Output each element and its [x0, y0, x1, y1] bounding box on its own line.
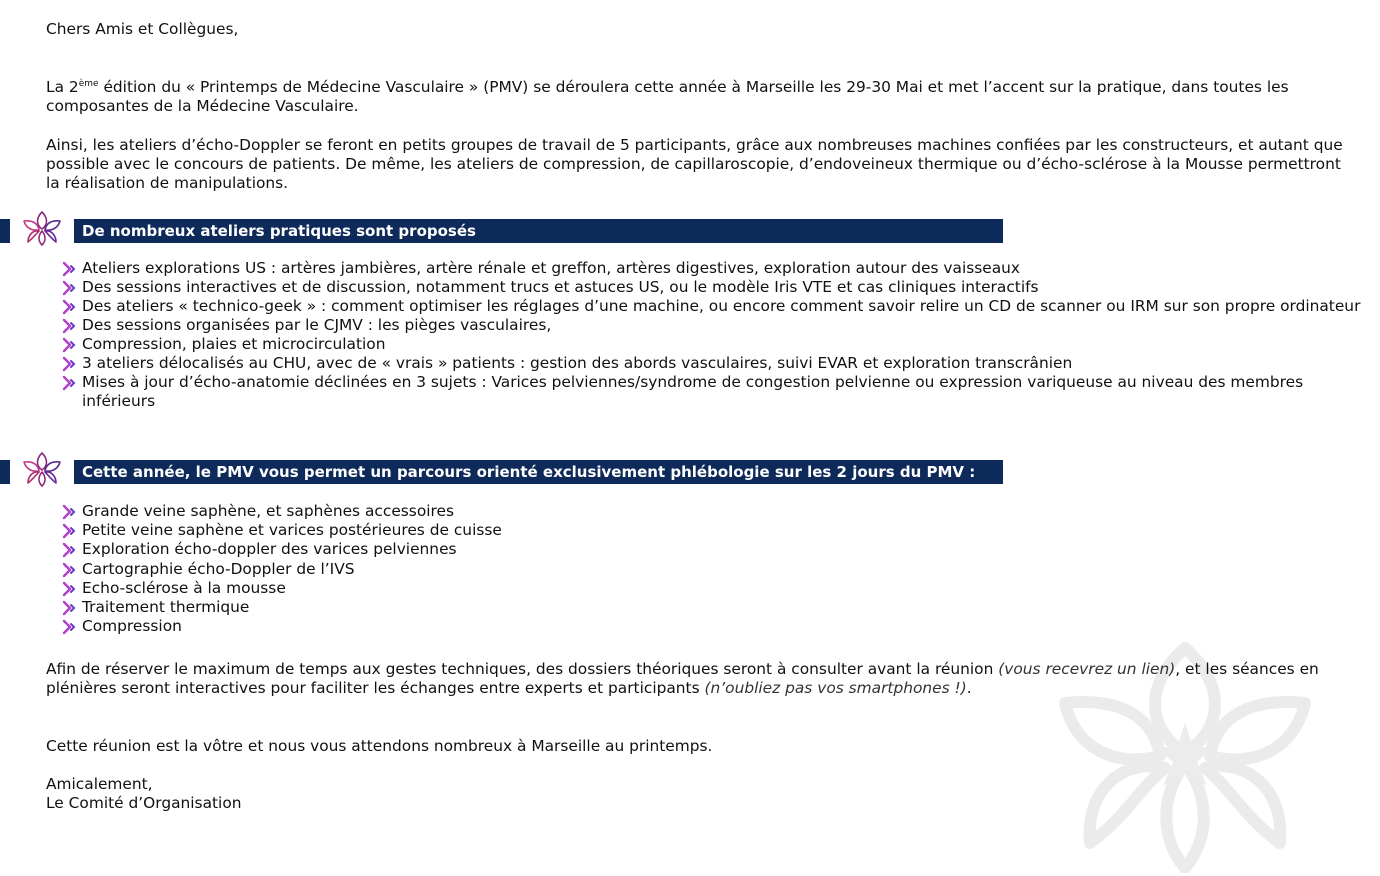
flower-icon [18, 209, 66, 247]
list-item [62, 278, 1377, 297]
chevron-right-icon [62, 354, 78, 373]
chevron-right-icon [62, 297, 78, 316]
chevron-right-icon [62, 579, 78, 598]
greeting: Chers Amis et Collègues, [46, 20, 239, 38]
list-item-text: Ateliers explorations US : artères jambières, artère rénale et greffon, artères digestives, exploration autour des vaisseaux [82, 259, 1021, 277]
list-item-text: 3 ateliers délocalisés au CHU, avec de « vrais » patients : gestion des abords vasculaires, suivi EVAR et exploration transcrânien [82, 354, 1073, 372]
signature: Le Comité d’Organisation [46, 794, 242, 812]
section-accent-bar [0, 460, 10, 484]
list-item-text: Des ateliers « technico-geek » : comment optimiser les réglages d’une machine, ou encore comment savoir relire un CD de scanner ou IRM sur son propre ordinateur [82, 297, 1361, 315]
workshops-paragraph: Ainsi, les ateliers d’écho-Doppler se feront en petits groupes de travail de 5 participants, grâce aux nombreuses machines confiées par les constructeurs, et autant que possible avec le concours de patients. De même, les ateliers de compression, de capillaroscopie, d’endoveineux thermique ou d’écho-sclérose à la Mousse permettront la réalisation de manipulations. [46, 136, 1343, 192]
workshops-list [62, 259, 1377, 411]
list-item-text: Mises à jour d’écho-anatomie déclinées en 3 sujets : Varices pelviennes/syndrome de congestion pelvienne ou expression variqueuse au niveau des membres inférieurs [82, 373, 1304, 410]
list-item-text: Des sessions organisées par le CJMV : les pièges vasculaires, [82, 316, 552, 334]
section-header-phlebology [0, 460, 1003, 484]
list-item [62, 297, 1377, 316]
list-item-text: Des sessions interactives et de discussion, notamment trucs et astuces US, ou le modèle Iris VTE et cas cliniques interactifs [82, 278, 1039, 296]
list-item [62, 373, 1377, 411]
preparation-note-smartphones: (n’oubliez pas vos smartphones !) [704, 679, 967, 697]
chevron-right-icon [62, 617, 78, 636]
chevron-right-icon [62, 278, 78, 297]
chevron-right-icon [62, 335, 78, 354]
signoff: Amicalement, [46, 775, 153, 793]
intro-text-rest: édition du « Printemps de Médecine Vasculaire » (PMV) se déroulera cette année à Marseille les 29-30 Mai et met l’accent sur la pratique, dans toutes les composantes de la Médecine Vasculaire. [46, 78, 1289, 115]
list-item [62, 316, 1377, 335]
preparation-text-1: Afin de réserver le maximum de temps aux gestes techniques, des dossiers théoriques seront à consulter avant la réunion [46, 660, 999, 678]
list-item-text: Traitement thermique [82, 598, 250, 617]
intro-superscript: ème [78, 78, 99, 89]
chevron-right-icon [62, 598, 78, 617]
preparation-text-2: , et les séances en plénières seront interactives pour faciliter les échanges entre experts et participants [46, 660, 1319, 697]
intro-text-start: La 2 [46, 78, 79, 96]
preparation-text-3: . [966, 679, 972, 697]
list-item-text: Compression [82, 617, 182, 636]
list-item [62, 579, 1377, 598]
list-item [62, 354, 1377, 373]
list-item [62, 540, 1377, 559]
list-item [62, 521, 1377, 540]
list-item-text: Grande veine saphène, et saphènes accessoires [82, 502, 454, 520]
section-accent-bar [0, 219, 10, 243]
chevron-right-icon [62, 373, 78, 392]
list-item [62, 335, 1377, 354]
list-item-text: Petite veine saphène et varices postérieures de cuisse [82, 521, 502, 540]
list-item [62, 617, 1377, 636]
section-header-workshops [0, 219, 1003, 243]
chevron-right-icon [62, 540, 78, 559]
chevron-right-icon [62, 316, 78, 335]
chevron-right-icon [62, 521, 78, 540]
intro-paragraph [46, 78, 1356, 116]
chevron-right-icon [62, 560, 78, 579]
list-item-text: Exploration écho-doppler des varices pelviennes [82, 540, 457, 559]
list-item-text: Compression, plaies et microcirculation [82, 335, 386, 353]
list-item [62, 598, 1377, 617]
closing-paragraph: Cette réunion est la vôtre et nous vous attendons nombreux à Marseille au printemps. [46, 737, 713, 755]
chevron-right-icon [62, 502, 78, 521]
preparation-paragraph [46, 660, 1356, 698]
list-item [62, 259, 1377, 278]
flower-icon [18, 450, 66, 488]
list-item-text: Cartographie écho-Doppler de l’IVS [82, 559, 355, 578]
list-item-text: Echo-sclérose à la mousse [82, 578, 286, 597]
list-item [62, 560, 1377, 579]
section-title: De nombreux ateliers pratiques sont proposés [74, 219, 1003, 243]
phlebology-list [62, 502, 1377, 636]
list-item [62, 502, 1377, 521]
section-title: Cette année, le PMV vous permet un parcours orienté exclusivement phlébologie sur les 2 jours du PMV : [74, 460, 1003, 484]
preparation-note-link: (vous recevrez un lien) [998, 660, 1176, 678]
chevron-right-icon [62, 259, 78, 278]
